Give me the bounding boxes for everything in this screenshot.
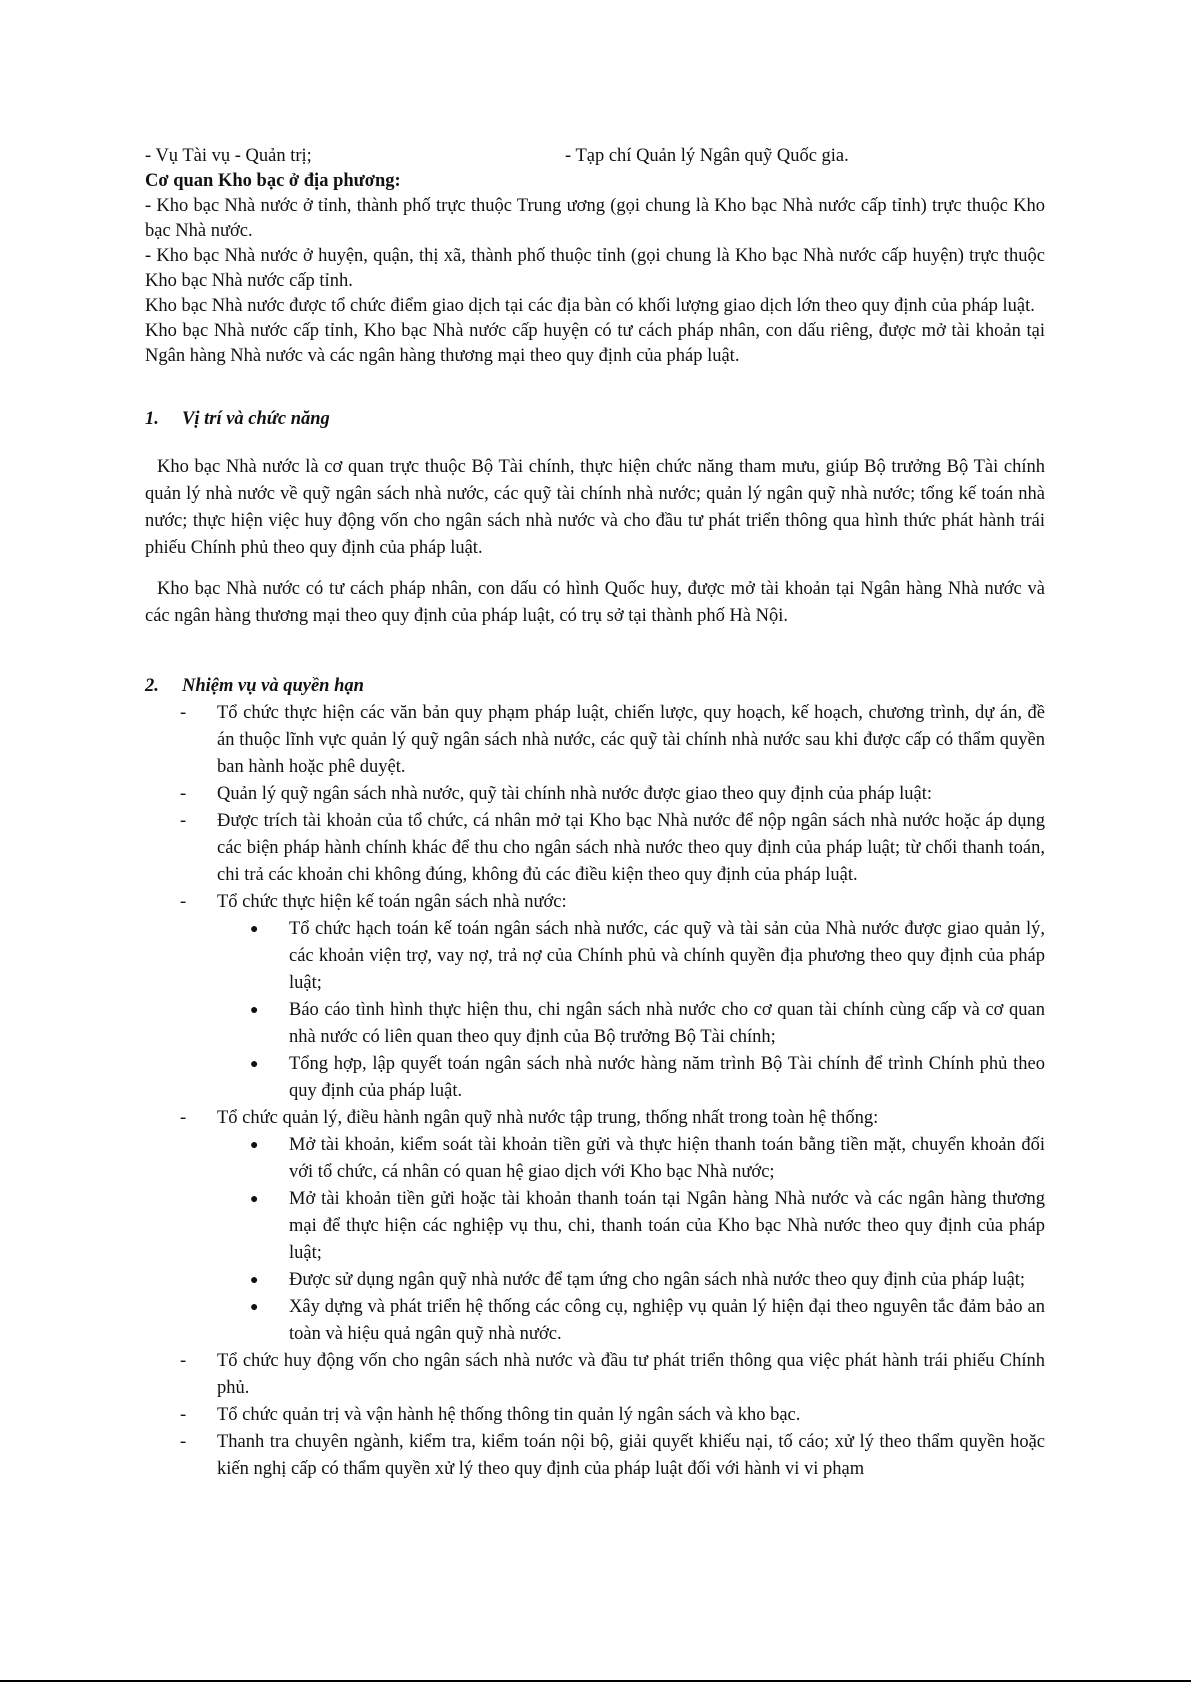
department-row bbox=[145, 144, 1045, 169]
duty-item bbox=[145, 1105, 1045, 1348]
duty-item bbox=[145, 1348, 1045, 1402]
document-body bbox=[145, 144, 1045, 1483]
sub-item-text: Xây dựng và phát triển hệ thống các công cụ, nghiệp vụ quản lý hiện đại theo nguyên tắc đảm bảo an toàn và hiệu quả ngân quỹ nhà nước. bbox=[289, 1297, 1045, 1344]
dash-marker: - bbox=[180, 1405, 187, 1425]
duty-item bbox=[145, 1429, 1045, 1483]
bullet-dot-icon: ● bbox=[250, 1300, 259, 1315]
local-para-transaction-points: Kho bạc Nhà nước được tổ chức điểm giao dịch tại các địa bàn có khối lượng giao dịch lớn theo quy định của pháp luật. bbox=[145, 296, 1035, 316]
accounting-sublist bbox=[217, 916, 1045, 1105]
duty-item bbox=[145, 781, 1045, 808]
local-heading: Cơ quan Kho bạc ở địa phương: bbox=[145, 171, 401, 191]
sub-item-text: Báo cáo tình hình thực hiện thu, chi ngân sách nhà nước cho cơ quan tài chính cùng cấp và cơ quan nhà nước có liên quan theo quy định của Bộ trưởng Bộ Tài chính; bbox=[289, 1000, 1045, 1047]
duty-item bbox=[145, 808, 1045, 889]
sub-item bbox=[217, 1294, 1045, 1348]
duty-text: Tổ chức quản lý, điều hành ngân quỹ nhà nước tập trung, thống nhất trong toàn hệ thống: bbox=[217, 1108, 879, 1128]
duty-text: Thanh tra chuyên ngành, kiểm tra, kiểm toán nội bộ, giải quyết khiếu nại, tố cáo; xử lý theo thẩm quyền hoặc kiến nghị cấp có thẩm quyền xử lý theo quy định của pháp luật đối với hành vi vi phạm bbox=[217, 1432, 1045, 1479]
section-1-title bbox=[145, 407, 1045, 432]
dash-marker: - bbox=[180, 703, 187, 723]
duty-text: Quản lý quỹ ngân sách nhà nước, quỹ tài chính nhà nước được giao theo quy định của pháp luật: bbox=[217, 784, 932, 804]
local-para-legal-status: Kho bạc Nhà nước cấp tỉnh, Kho bạc Nhà nước cấp huyện có tư cách pháp nhân, con dấu riêng, được mở tài khoản tại Ngân hàng Nhà nước và các ngân hàng thương mại theo quy định của pháp luật. bbox=[145, 321, 1045, 366]
bullet-dot-icon: ● bbox=[250, 1003, 259, 1018]
dept-left: - Vụ Tài vụ - Quản trị; bbox=[145, 146, 312, 166]
dash-marker: - bbox=[180, 1432, 187, 1452]
dept-right: - Tạp chí Quản lý Ngân quỹ Quốc gia. bbox=[565, 146, 849, 166]
bullet-dot-icon: ● bbox=[250, 1057, 259, 1072]
local-para-province: - Kho bạc Nhà nước ở tỉnh, thành phố trực thuộc Trung ương (gọi chung là Kho bạc Nhà nước cấp tỉnh) trực thuộc Kho bạc Nhà nước. bbox=[145, 196, 1045, 241]
duty-item bbox=[145, 700, 1045, 781]
section-1-para-2: Kho bạc Nhà nước có tư cách pháp nhân, con dấu có hình Quốc huy, được mở tài khoản tại Ngân hàng Nhà nước và các ngân hàng thương mại theo quy định của pháp luật, có trụ sở tại thành phố Hà Nội. bbox=[145, 579, 1045, 626]
sub-item-text: Mở tài khoản tiền gửi hoặc tài khoản thanh toán tại Ngân hàng Nhà nước và các ngân hàng thương mại để thực hiện các nghiệp vụ thu, chi, thanh toán của Kho bạc Nhà nước theo quy định của pháp luật; bbox=[289, 1189, 1045, 1263]
sub-item-text: Mở tài khoản, kiểm soát tài khoản tiền gửi và thực hiện thanh toán bằng tiền mặt, chuyển khoản đối với tổ chức, cá nhân có quan hệ giao dịch với Kho bạc Nhà nước; bbox=[289, 1135, 1045, 1182]
bullet-dot-icon: ● bbox=[250, 922, 259, 937]
dash-marker: - bbox=[180, 1351, 187, 1371]
section-2-label: Nhiệm vụ và quyền hạn bbox=[182, 676, 364, 696]
duty-text: Tổ chức thực hiện kế toán ngân sách nhà nước: bbox=[217, 892, 567, 912]
duty-item bbox=[145, 889, 1045, 1105]
sub-item-text: Tổng hợp, lập quyết toán ngân sách nhà nước hàng năm trình Bộ Tài chính để trình Chính phủ theo quy định của pháp luật. bbox=[289, 1054, 1045, 1101]
dash-marker: - bbox=[180, 811, 187, 831]
sub-item-text: Tổ chức hạch toán kế toán ngân sách nhà nước, các quỹ và tài sản của Nhà nước được giao quản lý, các khoản viện trợ, vay nợ, trả nợ của Chính phủ và chính quyền địa phương theo quy định của pháp luật; bbox=[289, 919, 1045, 993]
dash-marker: - bbox=[180, 892, 187, 912]
section-2-number: 2. bbox=[145, 676, 159, 696]
sub-item bbox=[217, 1051, 1045, 1105]
local-para-district: - Kho bạc Nhà nước ở huyện, quận, thị xã, thành phố thuộc tỉnh (gọi chung là Kho bạc Nhà nước cấp huyện) trực thuộc Kho bạc Nhà nước cấp tỉnh. bbox=[145, 246, 1045, 291]
sub-item bbox=[217, 1186, 1045, 1267]
duty-text: Tổ chức thực hiện các văn bản quy phạm pháp luật, chiến lược, quy hoạch, kế hoạch, chương trình, dự án, đề án thuộc lĩnh vực quản lý quỹ ngân sách nhà nước, các quỹ tài chính nhà nước sau khi được cấp có thẩm quyền ban hành hoặc phê duyệt. bbox=[217, 703, 1045, 777]
duties-list bbox=[145, 700, 1045, 1483]
bullet-dot-icon: ● bbox=[250, 1192, 259, 1207]
sub-item bbox=[217, 1267, 1045, 1294]
dash-marker: - bbox=[180, 784, 187, 804]
duty-text: Tổ chức huy động vốn cho ngân sách nhà nước và đầu tư phát triển thông qua việc phát hành trái phiếu Chính phủ. bbox=[217, 1351, 1045, 1398]
bullet-dot-icon: ● bbox=[250, 1273, 259, 1288]
section-1-number: 1. bbox=[145, 409, 159, 429]
duty-text: Được trích tài khoản của tổ chức, cá nhân mở tại Kho bạc Nhà nước để nộp ngân sách nhà nước hoặc áp dụng các biện pháp hành chính khác để thu cho ngân sách nhà nước theo quy định của pháp luật; từ chối thanh toán, chi trả các khoản chi không đúng, không đủ các điều kiện theo quy định của pháp luật. bbox=[217, 811, 1045, 885]
dash-marker: - bbox=[180, 1108, 187, 1128]
section-1-para-1: Kho bạc Nhà nước là cơ quan trực thuộc Bộ Tài chính, thực hiện chức năng tham mưu, giúp Bộ trưởng Bộ Tài chính quản lý nhà nước về quỹ ngân sách nhà nước, các quỹ tài chính nhà nước; quản lý ngân quỹ nhà nước; tổng kế toán nhà nước; thực hiện việc huy động vốn cho ngân sách nhà nước và cho đầu tư phát triển thông qua hình thức phát hành trái phiếu Chính phủ theo quy định của pháp luật. bbox=[145, 457, 1045, 558]
sub-item-text: Được sử dụng ngân quỹ nhà nước để tạm ứng cho ngân sách nhà nước theo quy định của pháp luật; bbox=[289, 1270, 1026, 1290]
sub-item bbox=[217, 1132, 1045, 1186]
page-bottom-rule bbox=[0, 1680, 1191, 1682]
treasury-sublist bbox=[217, 1132, 1045, 1348]
section-1-label: Vị trí và chức năng bbox=[182, 409, 330, 429]
sub-item bbox=[217, 997, 1045, 1051]
section-2-title bbox=[145, 673, 1045, 700]
duty-item bbox=[145, 1402, 1045, 1429]
bullet-dot-icon: ● bbox=[250, 1138, 259, 1153]
duty-text: Tổ chức quản trị và vận hành hệ thống thông tin quản lý ngân sách và kho bạc. bbox=[217, 1405, 801, 1425]
sub-item bbox=[217, 916, 1045, 997]
